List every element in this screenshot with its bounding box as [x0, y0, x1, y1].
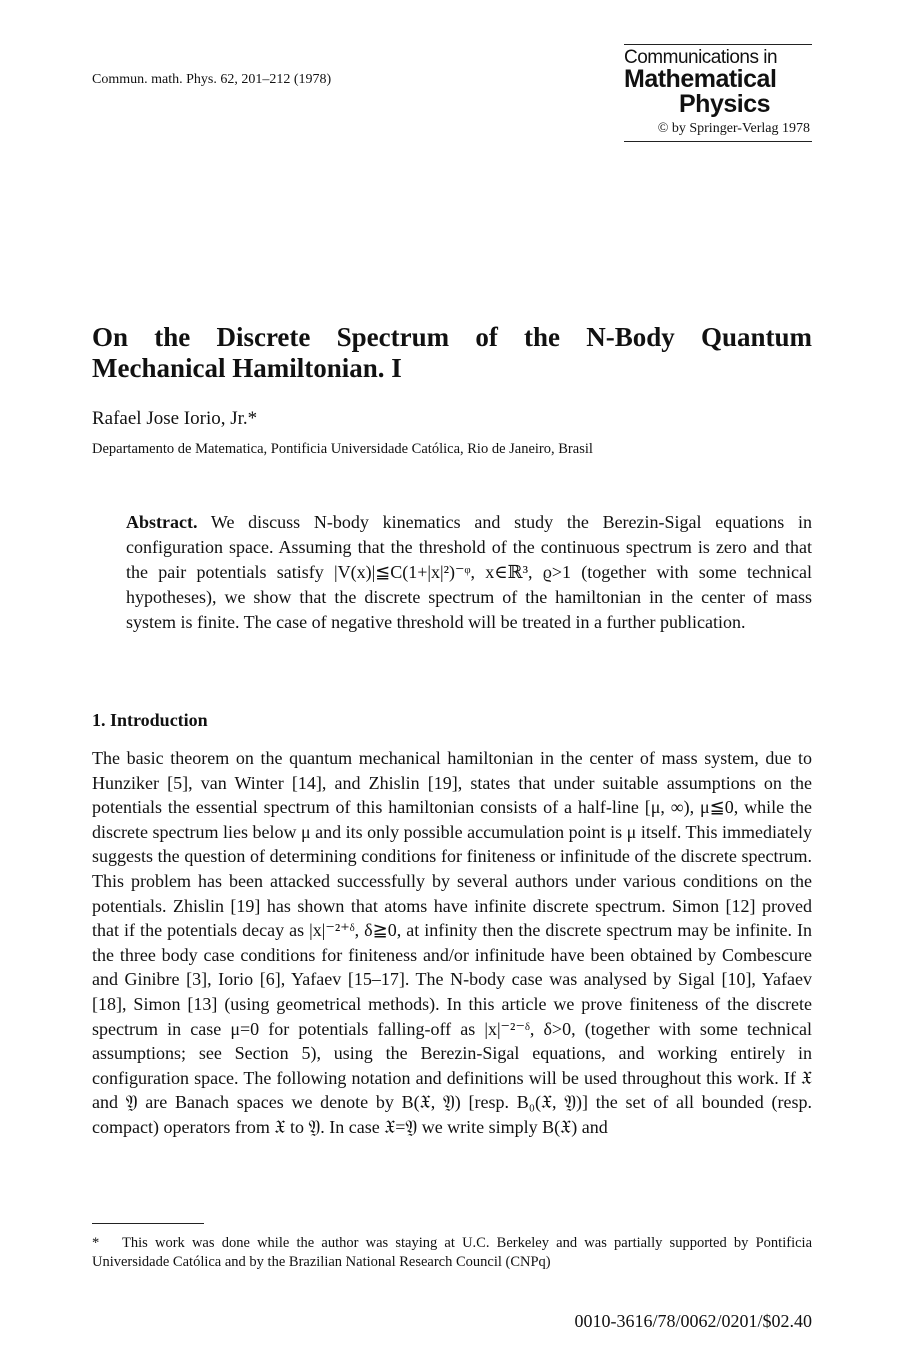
journal-citation: Commun. math. Phys. 62, 201–212 (1978)	[92, 72, 332, 87]
journal-masthead	[624, 44, 812, 142]
section-heading: 1. Introduction	[92, 710, 208, 730]
abstract-text: We discuss N-body kinematics and study the Berezin-Sigal equations in configuration space. Assuming that the threshold of the continuous spectrum is zero and that the pair potentials satisfy |V(x)|≦C(1+|x|²)⁻ᵠ, x∈ℝ³, ϱ>1 (together with some technical hypotheses), we show that the discrete spectrum of the hamiltonian in the center of mass system is finite. The case of negative threshold will be treated in a further publication.	[126, 512, 812, 632]
footnote-marker: *	[92, 1235, 100, 1251]
masthead-line1: Communications in	[624, 47, 778, 68]
footnote	[92, 1234, 812, 1272]
footnote-rule	[92, 1223, 204, 1224]
footnote-text: This work was done while the author was staying at U.C. Berkeley and was partially supported by Pontificia Universidade Católica and by the Brazilian National Research Council (CNPq)	[92, 1235, 812, 1270]
author-affiliation: Departamento de Matematica, Pontificia Universidade Católica, Rio de Janeiro, Brasil	[92, 441, 593, 457]
title-line2: Mechanical Hamiltonian. I	[92, 353, 402, 383]
masthead-line2: Mathematical	[624, 65, 777, 93]
abstract-label: Abstract.	[126, 512, 198, 532]
abstract	[126, 510, 812, 635]
title-line1: On the Discrete Spectrum of the N-Body Quantum	[92, 322, 812, 352]
masthead-line3: Physics	[679, 90, 771, 118]
introduction-body: The basic theorem on the quantum mechanical hamiltonian in the center of mass system, due to Hunziker [5], van Winter [14], and Zhislin [19], states that under suitable assumptions on the potentials the essential spectrum of this hamiltonian consists of a half-line [μ, ∞), μ≦0, while the discrete spectrum lies below μ and its only possible accumulation point is μ itself. This immediately suggests the question of determining conditions for finiteness or infinitude of the discrete spectrum. This problem has been attacked successfully by several authors under various conditions on the potentials. Zhislin [19] has shown that atoms have infinite discrete spectrum. Simon [12] proved that if the potentials decay as |x|⁻²⁺ᵟ, δ≧0, at infinity then the discrete spectrum may be infinite. In the three body case conditions for finiteness and/or infinitude have been obtained by Combescure and Ginibre [3], Iorio [6], Yafaev [15–17]. The N-body case was analysed by Sigal [10], Yafaev [18], Simon [13] (using geometrical methods). In this article we prove finiteness of the discrete spectrum in case μ=0 for potentials falling-off as |x|⁻²⁻ᵟ, δ>0, (together with some technical assumptions; see Section 5), using the Berezin-Sigal equations, and working entirely in configuration space. The following notation and definitions will be used throughout this work. If 𝔛 and 𝔜 are Banach spaces we denote by B(𝔛, 𝔜) [resp. B₀(𝔛, 𝔜)] the set of all bounded (resp. compact) operators from 𝔛 to 𝔜. In case 𝔛=𝔜 we write simply B(𝔛) and	[92, 748, 812, 1137]
paper-title	[92, 322, 812, 384]
copyright-notice: © by Springer-Verlag 1978	[657, 121, 810, 136]
publication-code: 0010-3616/78/0062/0201/$02.40	[574, 1311, 812, 1331]
author-name: Rafael Jose Iorio, Jr.*	[92, 408, 258, 429]
